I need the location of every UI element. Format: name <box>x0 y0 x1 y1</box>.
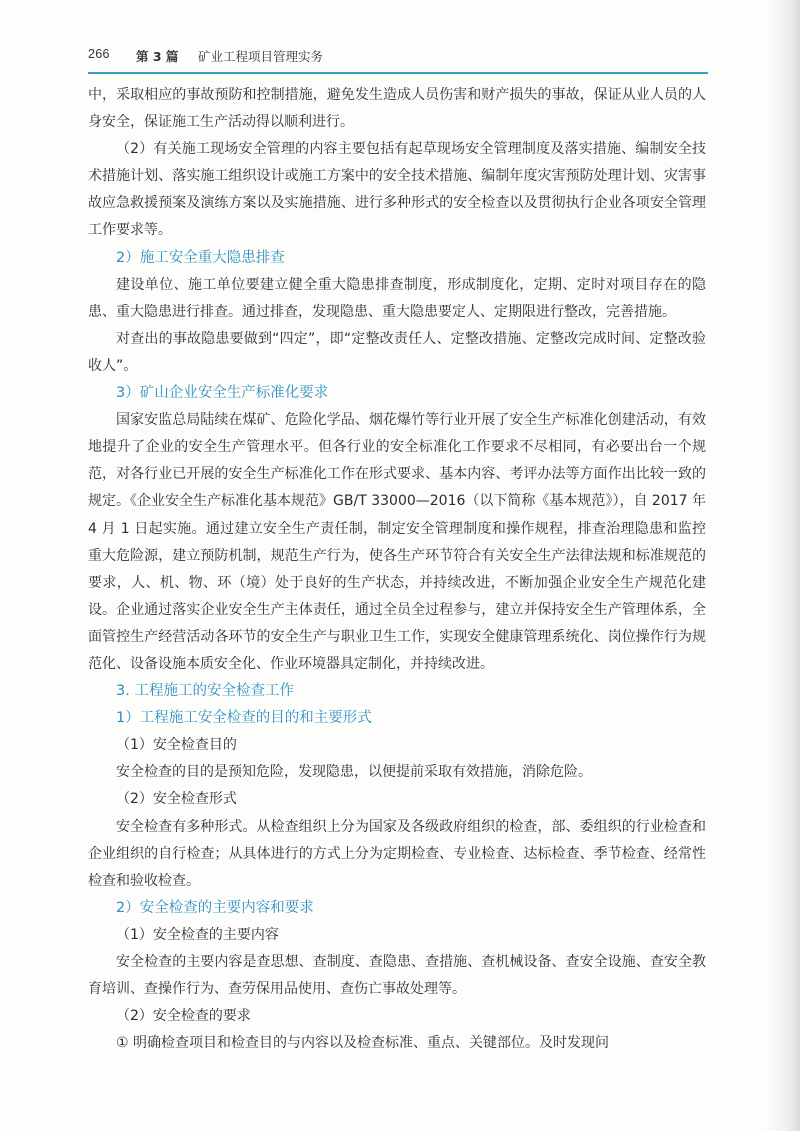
subheading-inspection-forms: （2）安全检查形式 <box>116 791 237 808</box>
page-edge-shadow <box>766 0 800 1131</box>
heading-inspection-content-requirements: 2）安全检查的主要内容和要求 <box>116 899 314 916</box>
paragraph-hazard-inspection: 建设单位、施工单位要建立健全重大隐患排查制度，形成制度化，定期、定时对项目存在的隐患、重大隐患进行排查。通过排查，发现隐患、重大隐患要定人、定期限进行整改，完善措施。 <box>88 276 706 320</box>
subheading-inspection-purpose: （1）安全检查目的 <box>116 737 237 754</box>
subheading-inspection-requirements: （2）安全检查的要求 <box>116 1008 251 1025</box>
paragraph-standardization: 国家安监总局陆续在煤矿、危险化学品、烟花爆竹等行业开展了安全生产标准化创建活动，有效地提升了企业的安全生产管理水平。但各行业的安全标准化工作要求不尽相同，有必要出台一个规范，对各行业已开展的安全生产标准化工作在形式要求、基本内容、考评办法等方面作出比较一致的规定。《企业安全生产标准化基本规范》GB/T 33000—2016（以下简称《基本规范》），自 2017 年 4 月 1 日起实施。通过建立安全生产责任制，制定安全管理制度和操作规程，排查治理隐患和监控重大危险源，建立预防机制，规范生产行为，使各生产环节符合有关安全生产法律法规和标准规范的要求，人、机、物、环（境）处于良好的生产状态，并持续改进，不断加强企业安全生产规范化建设。企业通过落实企业安全生产主体责任，通过全员全过程参与，建立并保持安全生产管理体系，全面管控生产经营活动各环节的安全生产与职业卫生工作，实现安全健康管理系统化、岗位操作行为规范化、设备设施本质安全化、作业环境器具定制化，并持续改进。 <box>88 412 706 672</box>
heading-mine-standardization: 3）矿山企业安全生产标准化要求 <box>116 385 329 402</box>
paragraph-inspection-purpose: 安全检查的目的是预知危险，发现隐患，以便提前采取有效措施，消除危险。 <box>116 764 592 781</box>
page-header <box>88 44 708 70</box>
header-rule <box>88 72 708 74</box>
heading-section-3: 3. 工程施工的安全检查工作 <box>116 683 294 700</box>
subheading-inspection-content: （1）安全检查的主要内容 <box>116 926 279 943</box>
paragraph-continuation: 中，采取相应的事故预防和控制措施，避免发生造成人员伤害和财产损失的事故，保证从业人员的人身安全，保证施工生产活动得以顺利进行。 <box>88 87 706 131</box>
page-content <box>88 82 706 1057</box>
paragraph-inspection-forms: 安全检查有多种形式。从检查组织上分为国家及各级政府组织的检查，部、委组织的行业检查和企业组织的自行检查；从具体进行的方式上分为定期检查、专业检查、达标检查、季节检查、经常性检查和验收检查。 <box>88 818 706 889</box>
page-number: 266 <box>88 47 110 61</box>
heading-major-hazard-inspection: 2）施工安全重大隐患排查 <box>116 249 285 266</box>
paragraph-four-determinations: 对查出的事故隐患要做到“四定”，即“定整改责任人、定整改措施、定整改完成时间、定整改验收人”。 <box>88 330 706 374</box>
heading-inspection-purpose-forms: 1）工程施工安全检查的目的和主要形式 <box>116 710 372 727</box>
paragraph-requirement-1: ① 明确检查项目和检查目的与内容以及检查标准、重点、关键部位。及时发现问 <box>116 1035 609 1052</box>
paragraph-inspection-content: 安全检查的主要内容是查思想、查制度、查隐患、查措施、查机械设备、查安全设施、查安全教育培训、查操作行为、查劳保用品使用、查伤亡事故处理等。 <box>88 954 706 998</box>
paragraph-site-safety-content: （2）有关施工现场安全管理的内容主要包括有起草现场安全管理制度及落实措施、编制安全技术措施计划、落实施工组织设计或施工方案中的安全技术措施、编制年度灾害预防处理计划、灾害事故应急救援预案及演练方案以及实施措施、进行多种形式的安全检查以及贯彻执行企业各项安全管理工作要求等。 <box>88 141 706 239</box>
book-title: 矿业工程项目管理实务 <box>198 49 324 64</box>
part-label: 第 3 篇 <box>136 49 179 64</box>
